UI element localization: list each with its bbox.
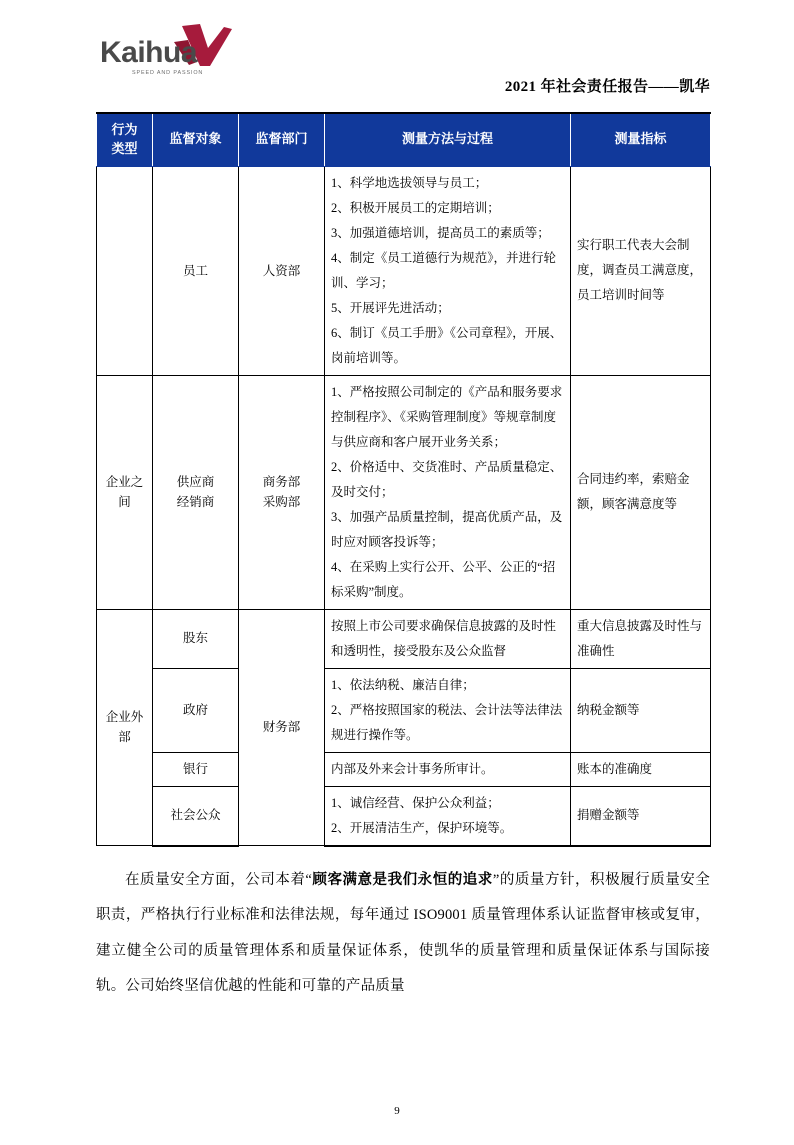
measurement-method-item: 2、价格适中、交货准时、产品质量稳定、及时交付； xyxy=(331,459,563,499)
cell-measurement-method xyxy=(325,668,571,752)
cell-supervision-department xyxy=(239,166,325,375)
paragraph-part2: ”的质量方针，积极履行质量安全职责，严格执行行业标准和法律法规，每年通过 ISO9001 质量管理体系认证监督审核或复审，建立健全公司的质量管理体系和质量保证体系，使凯华的质量管理和质量保证体系与国际接轨。公司始终坚信优越的性能和可靠的产品质量 xyxy=(96,871,710,995)
cell-supervision-object xyxy=(153,375,239,609)
paragraph-text xyxy=(96,863,710,1005)
supervision-object-line1: 员工 xyxy=(182,263,208,278)
table-header xyxy=(97,113,711,166)
measurement-method-item: 1、科学地选拔领导与员工； xyxy=(331,175,488,190)
measurement-method-item: 2、严格按照国家的税法、会计法等法律法规进行操作等。 xyxy=(331,702,563,742)
measurement-method-item: 4、在采购上实行公开、公平、公正的“招标采购”制度。 xyxy=(331,559,556,599)
measurement-method-item: 2、开展清洁生产，保护环境等。 xyxy=(331,820,513,835)
paragraph-quote: 顾客满意是我们永恒的追求 xyxy=(312,871,493,888)
table-header-row xyxy=(97,113,711,166)
measurement-method-list xyxy=(331,791,564,841)
cell-supervision-object xyxy=(153,166,239,375)
supervision-object-line2: 经销商 xyxy=(176,495,215,510)
behavior-type-line2: 部 xyxy=(118,730,131,745)
column-header-supervision-department: 监督部门 xyxy=(239,113,325,166)
behavior-type-line2: 间 xyxy=(118,495,131,510)
table-row xyxy=(97,752,711,786)
cell-measurement-index: 捐赠金额等 xyxy=(571,786,711,846)
page-footer xyxy=(0,1105,794,1117)
supervision-department-line2: 采购部 xyxy=(262,495,301,510)
column-header-measurement-method: 测量方法与过程 xyxy=(325,113,571,166)
cell-measurement-method xyxy=(325,166,571,375)
cell-measurement-index: 重大信息披露及时性与准确性 xyxy=(571,609,711,668)
measurement-method-item: 1、严格按照公司制定的《产品和服务要求控制程序》、《采购管理制度》等规章制度与供应商和客户展开业务关系； xyxy=(331,384,563,449)
behavior-type-line1: 企业外 xyxy=(105,710,144,725)
cell-behavior-type xyxy=(97,609,153,846)
cell-supervision-object: 股东 xyxy=(153,609,239,668)
responsibility-table-wrap xyxy=(96,112,710,847)
svg-text:SPEED AND PASSION: SPEED AND PASSION xyxy=(132,70,204,76)
cell-supervision-object: 政府 xyxy=(153,668,239,752)
measurement-method-list xyxy=(331,614,564,664)
column-header-line2: 类型 xyxy=(111,140,138,156)
supervision-department-line1: 商务部 xyxy=(262,475,301,490)
measurement-method-item: 3、加强道德培训，提高员工的素质等； xyxy=(331,225,550,240)
table-row xyxy=(97,786,711,846)
cell-measurement-method xyxy=(325,786,571,846)
page-number: 9 xyxy=(394,1105,400,1117)
measurement-method-list xyxy=(331,673,564,748)
kaihua-logo xyxy=(96,22,236,84)
cell-measurement-method xyxy=(325,375,571,609)
measurement-method-item: 2、积极开展员工的定期培训； xyxy=(331,200,500,215)
measurement-method-item: 1、诚信经营、保护公众利益； xyxy=(331,795,500,810)
logo-icon xyxy=(96,22,236,84)
cell-supervision-department: 财务部 xyxy=(239,609,325,846)
table-row xyxy=(97,668,711,752)
measurement-method-list xyxy=(331,757,564,782)
body-paragraph xyxy=(96,863,710,1005)
measurement-method-item: 3、加强产品质量控制，提高优质产品，及时应对顾客投诉等； xyxy=(331,509,563,549)
header-title: 2021 年社会责任报告——凯华 xyxy=(504,79,710,95)
table-row xyxy=(97,609,711,668)
cell-supervision-department xyxy=(239,375,325,609)
measurement-method-item: 1、依法纳税、廉洁自律； xyxy=(331,677,475,692)
measurement-method-list xyxy=(331,380,564,605)
measurement-method-item: 内部及外来会计事务所审计。 xyxy=(331,761,494,776)
behavior-type-line1: 企业之 xyxy=(105,475,144,490)
svg-text:Kaihua: Kaihua xyxy=(100,36,198,69)
supervision-table xyxy=(96,112,711,847)
table-row xyxy=(97,166,711,375)
cell-measurement-index: 合同违约率，索赔金额，顾客满意度等 xyxy=(571,375,711,609)
cell-measurement-method xyxy=(325,752,571,786)
supervision-department-line1: 人资部 xyxy=(262,263,301,278)
cell-behavior-type xyxy=(97,375,153,609)
measurement-method-item: 6、制订《员工手册》《公司章程》，开展、岗前培训等。 xyxy=(331,325,563,365)
measurement-method-item: 按照上市公司要求确保信息披露的及时性和透明性，接受股东及公众监督 xyxy=(331,618,557,658)
cell-supervision-object: 社会公众 xyxy=(153,786,239,846)
column-header-measurement-index: 测量指标 xyxy=(571,113,711,166)
column-header-supervision-object: 监督对象 xyxy=(153,113,239,166)
measurement-method-item: 4、制定《员工道德行为规范》，并进行轮训、学习； xyxy=(331,250,557,290)
supervision-object-line1: 供应商 xyxy=(176,475,215,490)
measurement-method-item: 5、开展评先进活动； xyxy=(331,300,450,315)
column-header-line1: 行为 xyxy=(111,122,138,137)
document-page xyxy=(0,22,794,1145)
table-body xyxy=(97,166,711,846)
cell-measurement-index: 账本的准确度 xyxy=(571,752,711,786)
cell-supervision-object: 银行 xyxy=(153,752,239,786)
page-header xyxy=(96,22,710,100)
measurement-method-list xyxy=(331,171,564,371)
cell-measurement-index: 纳税金额等 xyxy=(571,668,711,752)
table-row xyxy=(97,375,711,609)
cell-measurement-index: 实行职工代表大会制度，调查员工满意度，员工培训时间等 xyxy=(571,166,711,375)
cell-measurement-method xyxy=(325,609,571,668)
column-header-behavior-type xyxy=(97,113,153,166)
cell-behavior-type xyxy=(97,166,153,375)
paragraph-part1: 在质量安全方面，公司本着“ xyxy=(125,871,313,888)
